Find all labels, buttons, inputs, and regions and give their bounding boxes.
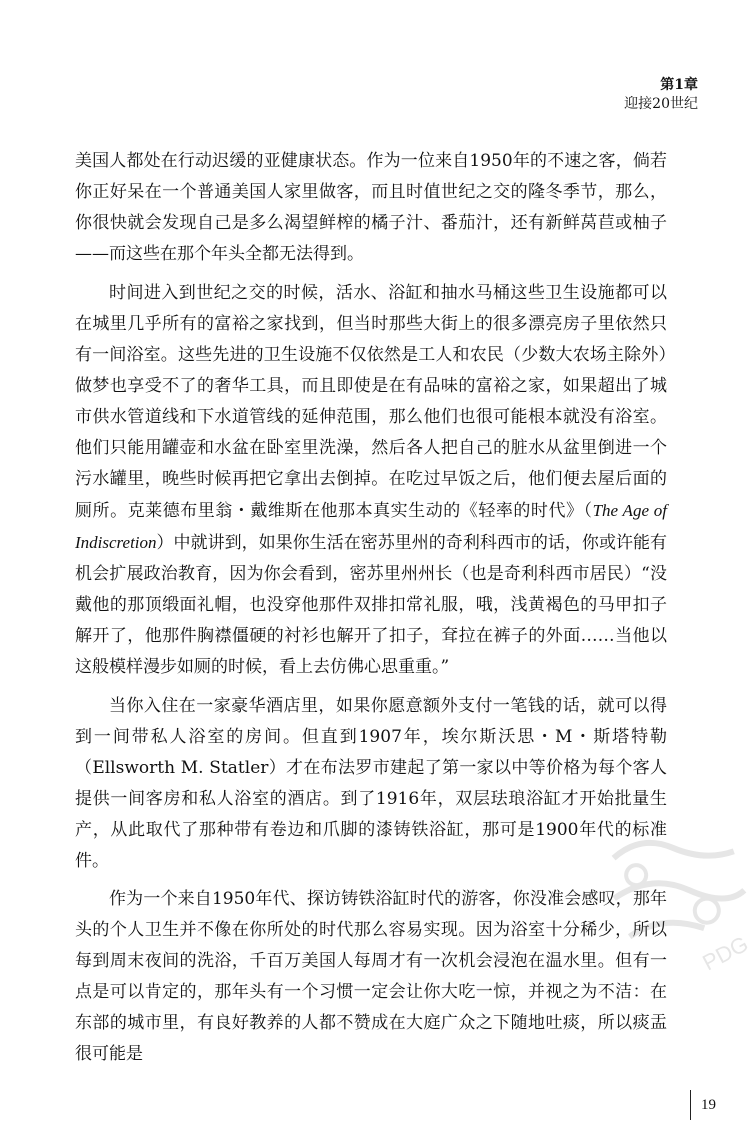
library-seal-watermark xyxy=(590,810,754,989)
svg-text:PDG: PDG xyxy=(698,930,753,976)
paragraph-2-part-2: ）中就讲到，如果你生活在密苏里州的奇利科西市的话，你或许能有机会扩展政治教育，因为你会看到，密苏里州州长（也是奇利科西市居民）“没戴他的那顶缎面礼帽，也没穿他那件双排扣常礼服，哦，浅黄褐色的马甲扣子解开了，他那件胸襟僵硬的衬衫也解开了扣子，耷拉在裤子的外面……当他以这般模样漫步如厕的时候，看上去仿佛心思重重。” xyxy=(75,533,667,677)
book-title-english: The Age of Indiscretion xyxy=(75,501,667,552)
paragraph-2 xyxy=(75,278,667,683)
page-number: 19 xyxy=(701,1096,716,1113)
paragraph-4: 作为一个来自1950年代、探访铸铁浴缸时代的游客，你没准会感叹，那年头的个人卫生并不像在你所处的时代那么容易实现。因为浴室十分稀少，所以每到周末夜间的洗浴，千百万美国人每周才有一次机会浸泡在温水里。但有一点是可以肯定的，那年头有一个习惯一定会让你大吃一惊，并视之为不洁：在东部的城市里，有良好教养的人都不赞成在大庭广众之下随地吐痰，所以痰盂很可能是 xyxy=(75,889,667,1064)
paragraph-2-part-1: 时间进入到世纪之交的时候，活水、浴缸和抽水马桶这些卫生设施都可以在城里几乎所有的富裕之家找到，但当时那些大街上的很多漂亮房子里依然只有一间浴室。这些先进的卫生设施不仅依然是工人和农民（少数大农场主除外）做梦也享受不了的奢华工具，而且即使是在有品味的富裕之家，如果超出了城市供水管道线和下水道管线的延伸范围，那么他们也很可能根本就没有浴室。他们只能用罐壶和水盆在卧室里洗澡，然后各人把自己的脏水从盆里倒进一个污水罐里，晚些时候再把它拿出去倒掉。在吃过早饭之后，他们便去屋后面的厕所。克莱德布里翁・戴维斯在他那本真实生动的《轻率的时代》（ xyxy=(75,283,667,521)
paragraph-1: 美国人都处在行动迟缓的亚健康状态。作为一位来自1950年的不速之客，倘若你正好呆在一个普通美国人家里做客，而且时值世纪之交的隆冬季节，那么，你很快就会发现自己是多么渴望鲜榨的橘子汁、番茄汁，还有新鲜莴苣或柚子——而这些在那个年头全都无法得到。 xyxy=(75,151,667,264)
chapter-title: 迎接20世纪 xyxy=(624,96,698,112)
footer-rule xyxy=(690,1090,691,1120)
chapter-number: 第1章 xyxy=(660,77,698,93)
running-header xyxy=(624,76,698,114)
page-footer xyxy=(690,1090,716,1120)
paragraph-3: 当你入住在一家豪华酒店里，如果你愿意额外支付一笔钱的话，就可以得到一间带私人浴室的房间。但直到1907年，埃尔斯沃思・M・斯塔特勒（Ellsworth M. Statler）才在布法罗市建起了第一家以中等价格为每个客人提供一间客房和私人浴室的酒店。到了1916年，双层珐琅浴缸才开始批量生产，从此取代了那种带有卷边和爪脚的漆铸铁浴缸，那可是1900年代的标准件。 xyxy=(75,696,667,871)
body-text xyxy=(75,146,667,1070)
